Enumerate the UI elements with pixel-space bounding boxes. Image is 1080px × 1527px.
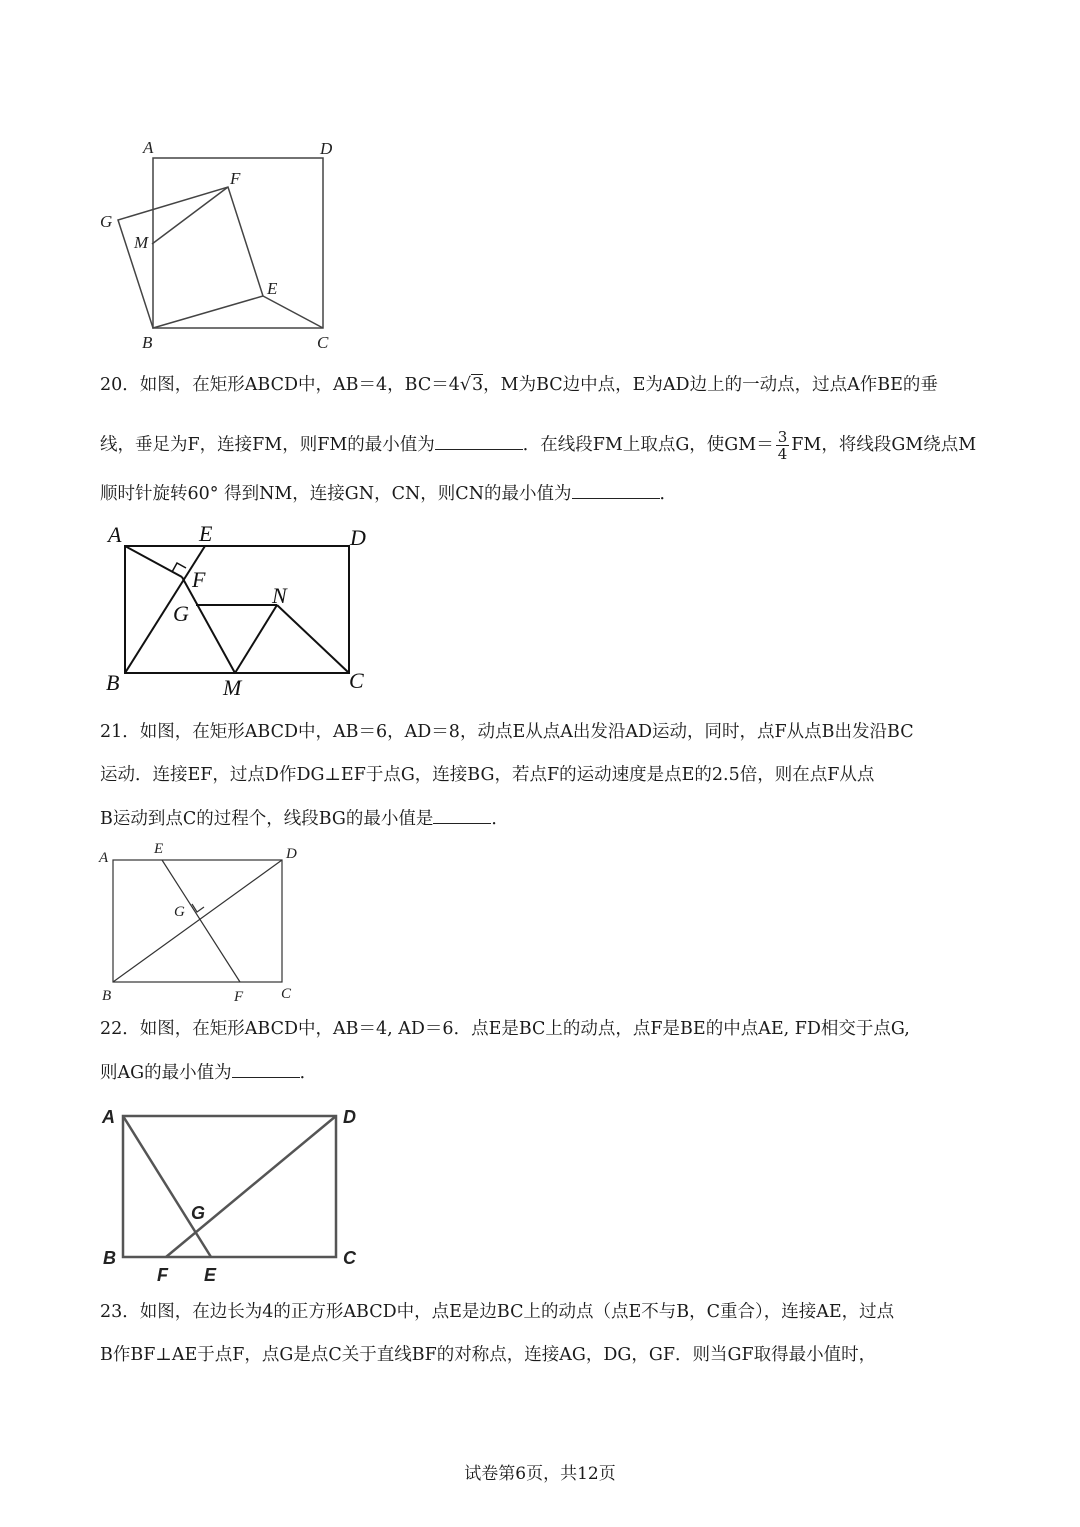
q20-line-1: 20．如图，在矩形ABCD中，AB＝4，BC＝4√3，M为BC边中点，E为AD边上的一动点，过点A作BE的垂 [100, 375, 938, 395]
text: FM，将线段GM绕点M [791, 435, 977, 455]
label-b: B [106, 670, 120, 695]
figure-20 [125, 546, 349, 673]
figure-19-labels [100, 138, 333, 352]
label-e: E [199, 521, 213, 546]
label-g: G [191, 1203, 206, 1223]
segment-ef [162, 860, 240, 982]
q20-line-2 [100, 429, 976, 462]
label-c: C [349, 668, 364, 693]
label-b: B [102, 988, 112, 1004]
figure-22 [123, 1116, 336, 1257]
label-b: B [142, 333, 153, 352]
label-d: D [350, 525, 366, 550]
label-f: F [234, 989, 244, 1005]
text: ，M为BC边中点，E为AD边上的一动点，过点A作BE的垂 [483, 375, 938, 395]
q22-line-1: 22．如图，在矩形ABCD中，AB＝4, AD＝6．点E是BC上的动点，点F是BE的中点AE, FD相交于点G, [100, 1019, 910, 1039]
figure-22-labels [101, 1107, 357, 1285]
figure-19 [118, 158, 323, 328]
right-angle-mark [172, 563, 186, 572]
sqrt-coefficient: 4 [448, 375, 460, 395]
q21-line-2: 运动．连接EF，过点D作DG⊥EF于点G，连接BG，若点F的运动速度是点E的2.5倍，则在点F从点 [100, 765, 875, 785]
label-c: C [281, 986, 292, 1002]
text: 线，垂足为F，连接FM，则FM的最小值为 [100, 435, 435, 455]
page-footer: 试卷第6页，共12页 [464, 1464, 616, 1484]
label-d: D [343, 1107, 356, 1127]
q20-line-3 [100, 480, 677, 506]
rectangle-abcd [123, 1116, 336, 1257]
figure-21-labels [98, 841, 297, 1005]
label-f: F [230, 169, 241, 188]
segment-fd [166, 1116, 336, 1257]
segment-ae [123, 1116, 211, 1257]
text: 20．如图，在矩形ABCD中，AB＝4，BC＝ [100, 375, 449, 395]
segment-nm [235, 605, 277, 673]
segment-af [125, 546, 182, 577]
segment-bd [113, 860, 282, 982]
segment-fm [182, 577, 235, 673]
label-m: M [223, 675, 242, 700]
text: ． [299, 1063, 318, 1083]
q21-line-3 [100, 805, 509, 831]
label-a: A [102, 1107, 115, 1127]
label-f: F [192, 567, 206, 592]
text: ．在线段FM上取点G，使GM＝ [522, 435, 774, 455]
segment-ec [263, 296, 323, 328]
answer-blank-1[interactable] [435, 431, 523, 450]
label-b: B [103, 1248, 116, 1268]
label-g: G [173, 601, 189, 626]
square-befg [118, 187, 263, 328]
q22-line-2 [100, 1059, 317, 1085]
segment-mf [152, 187, 228, 244]
q21-line-1: 21．如图，在矩形ABCD中，AB＝6，AD＝8，动点E从点A出发沿AD运动，同时，点F从点B出发沿BC [100, 722, 914, 742]
fraction-numerator: 3 [777, 428, 788, 446]
text: ． [491, 809, 509, 829]
label-g: G [100, 212, 113, 231]
label-a: A [143, 138, 154, 157]
text: B运动到点C的过程个，线段BG的最小值是 [100, 809, 434, 829]
answer-blank[interactable] [232, 1059, 300, 1078]
q23-line-2: B作BF⊥AE于点F，点G是点C关于直线BF的对称点，连接AG，DG，GF．则当GF取得最小值时， [100, 1345, 877, 1365]
label-e: E [204, 1265, 217, 1285]
label-f: F [157, 1265, 168, 1285]
label-e: E [267, 279, 278, 298]
figure-21 [113, 860, 282, 982]
text: 顺时针旋转60° 得到NM，连接GN，CN，则CN的最小值为 [100, 484, 572, 504]
fraction-denominator: 4 [777, 445, 788, 463]
label-d: D [320, 139, 333, 158]
label-g: G [174, 904, 185, 920]
label-a: A [108, 522, 122, 547]
label-c: C [343, 1248, 356, 1268]
text: 则AG的最小值为 [100, 1063, 232, 1083]
answer-blank[interactable] [433, 805, 491, 824]
label-a: A [99, 850, 109, 866]
label-m: M [134, 233, 149, 252]
segment-be [125, 546, 205, 673]
segment-nc [277, 605, 349, 673]
label-n: N [272, 583, 287, 608]
answer-blank-2[interactable] [572, 480, 660, 499]
fraction [776, 429, 790, 462]
label-e: E [154, 841, 164, 857]
sqrt-radicand: 3 [472, 375, 484, 395]
q23-line-1: 23．如图，在边长为4的正方形ABCD中，点E是边BC上的动点（点E不与B，C重合），连接AE，过点 [100, 1302, 895, 1322]
label-c: C [317, 333, 329, 352]
text: ． [659, 484, 678, 504]
label-d: D [286, 846, 297, 862]
